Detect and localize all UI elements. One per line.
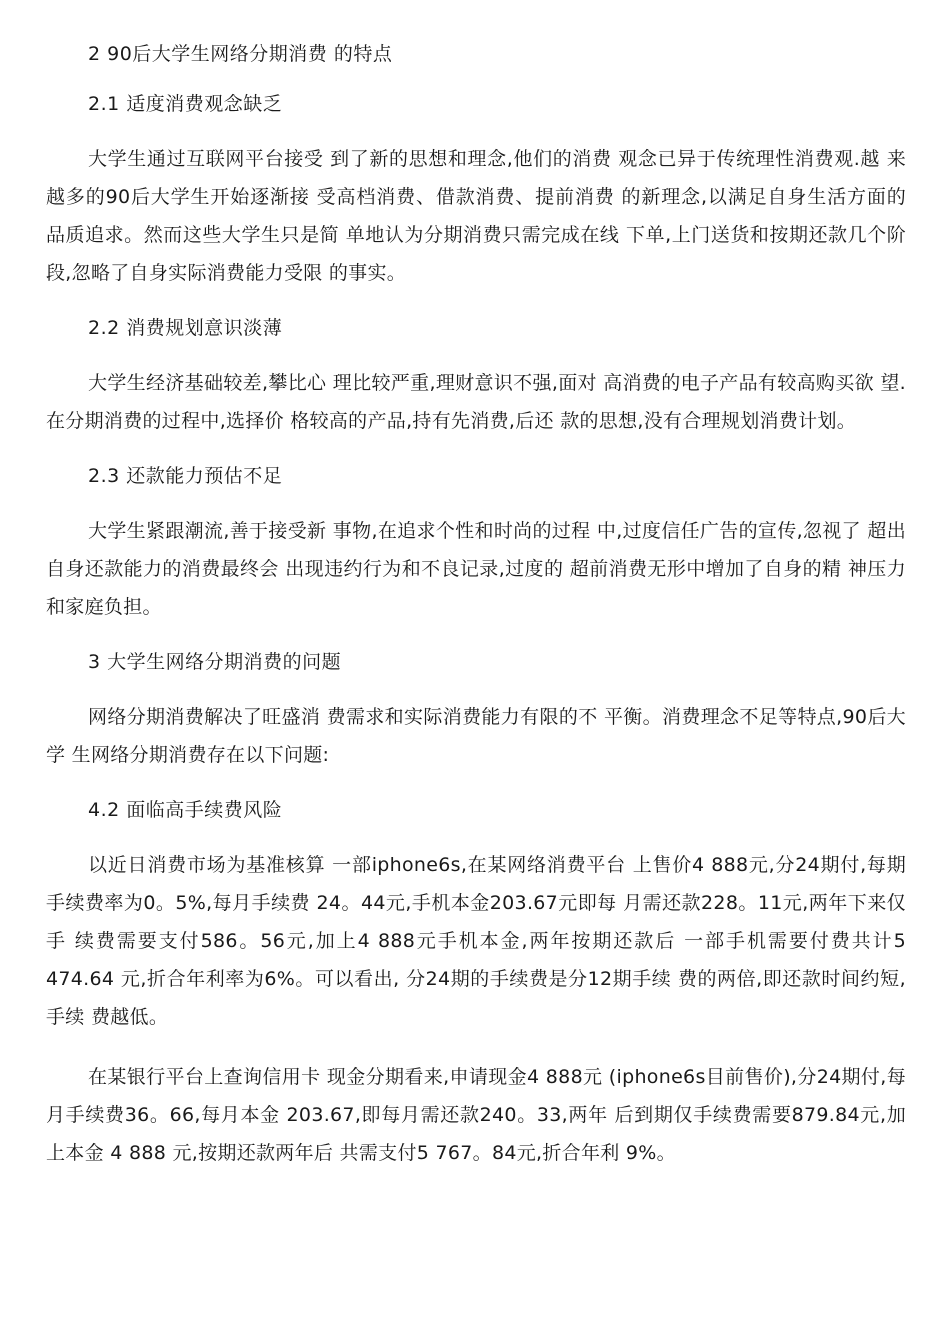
section-heading-2: 2 90后大学生网络分期消费 的特点 [88, 43, 393, 65]
section-heading-4-2: 4.2 面临高手续费风险 [88, 799, 283, 821]
section-heading-2-3: 2.3 还款能力预估不足 [88, 465, 283, 487]
paragraph-2-3: 大学生紧跟潮流,善于接受新 事物,在追求个性和时尚的过程 中,过度信任广告的宣传,忽视了 超出自身还款能力的消费最终会 出现违约行为和不良记录,过度的 超前消费无形中增加了自身的精 神压力和家庭负担。 [46, 520, 906, 618]
paragraph-2-2: 大学生经济基础较差,攀比心 理比较严重,理财意识不强,面对 高消费的电子产品有较高购买欲 望.在分期消费的过程中,选择价 格较高的产品,持有先消费,后还 款的思想,没有合理规划消费计划。 [46, 372, 906, 432]
section-heading-3: 3 大学生网络分期消费的问题 [88, 651, 342, 673]
section-heading-2-1: 2.1 适度消费观念缺乏 [88, 93, 283, 115]
paragraph-3: 网络分期消费解决了旺盛消 费需求和实际消费能力有限的不 平衡。消费理念不足等特点,90后大学 生网络分期消费存在以下问题: [46, 706, 906, 766]
paragraph-4-2-b: 在某银行平台上查询信用卡 现金分期看来,申请现金4 888元 (iphone6s目前售价),分24期付,每月手续费36。66,每月本金 203.67,即每月需还款240。33,两年 后到期仅手续费需要879.84元,加 上本金 4 888 元,按期还款两年后 共需支付5 767。84元,折合年利 9%。 [46, 1066, 906, 1164]
paragraph-4-2-a: 以近日消费市场为基准核算 一部iphone6s,在某网络消费平台 上售价4 888元,分24期付,每期 手续费率为0。5%,每月手续费 24。44元,手机本金203.67元即每 月需还款228。11元,两年下来仅手 续费需要支付586。56元,加上4 888元手机本金,两年按期还款后 一部手机需要付费共计5 474.64 元,折合年利率为6%。可以看出, 分24期的手续费是分12期手续 费的两倍,即还款时间约短,手续 费越低。 [46, 854, 906, 1028]
section-heading-2-2: 2.2 消费规划意识淡薄 [88, 317, 283, 339]
paragraph-2-1: 大学生通过互联网平台接受 到了新的思想和理念,他们的消费 观念已异于传统理性消费观.越 来越多的90后大学生开始逐渐接 受高档消费、借款消费、提前消费 的新理念,以满足自身生活方面的 品质追求。然而这些大学生只是简 单地认为分期消费只需完成在线 下单,上门送货和按期还款几个阶 段,忽略了自身实际消费能力受限 的事实。 [46, 148, 906, 284]
